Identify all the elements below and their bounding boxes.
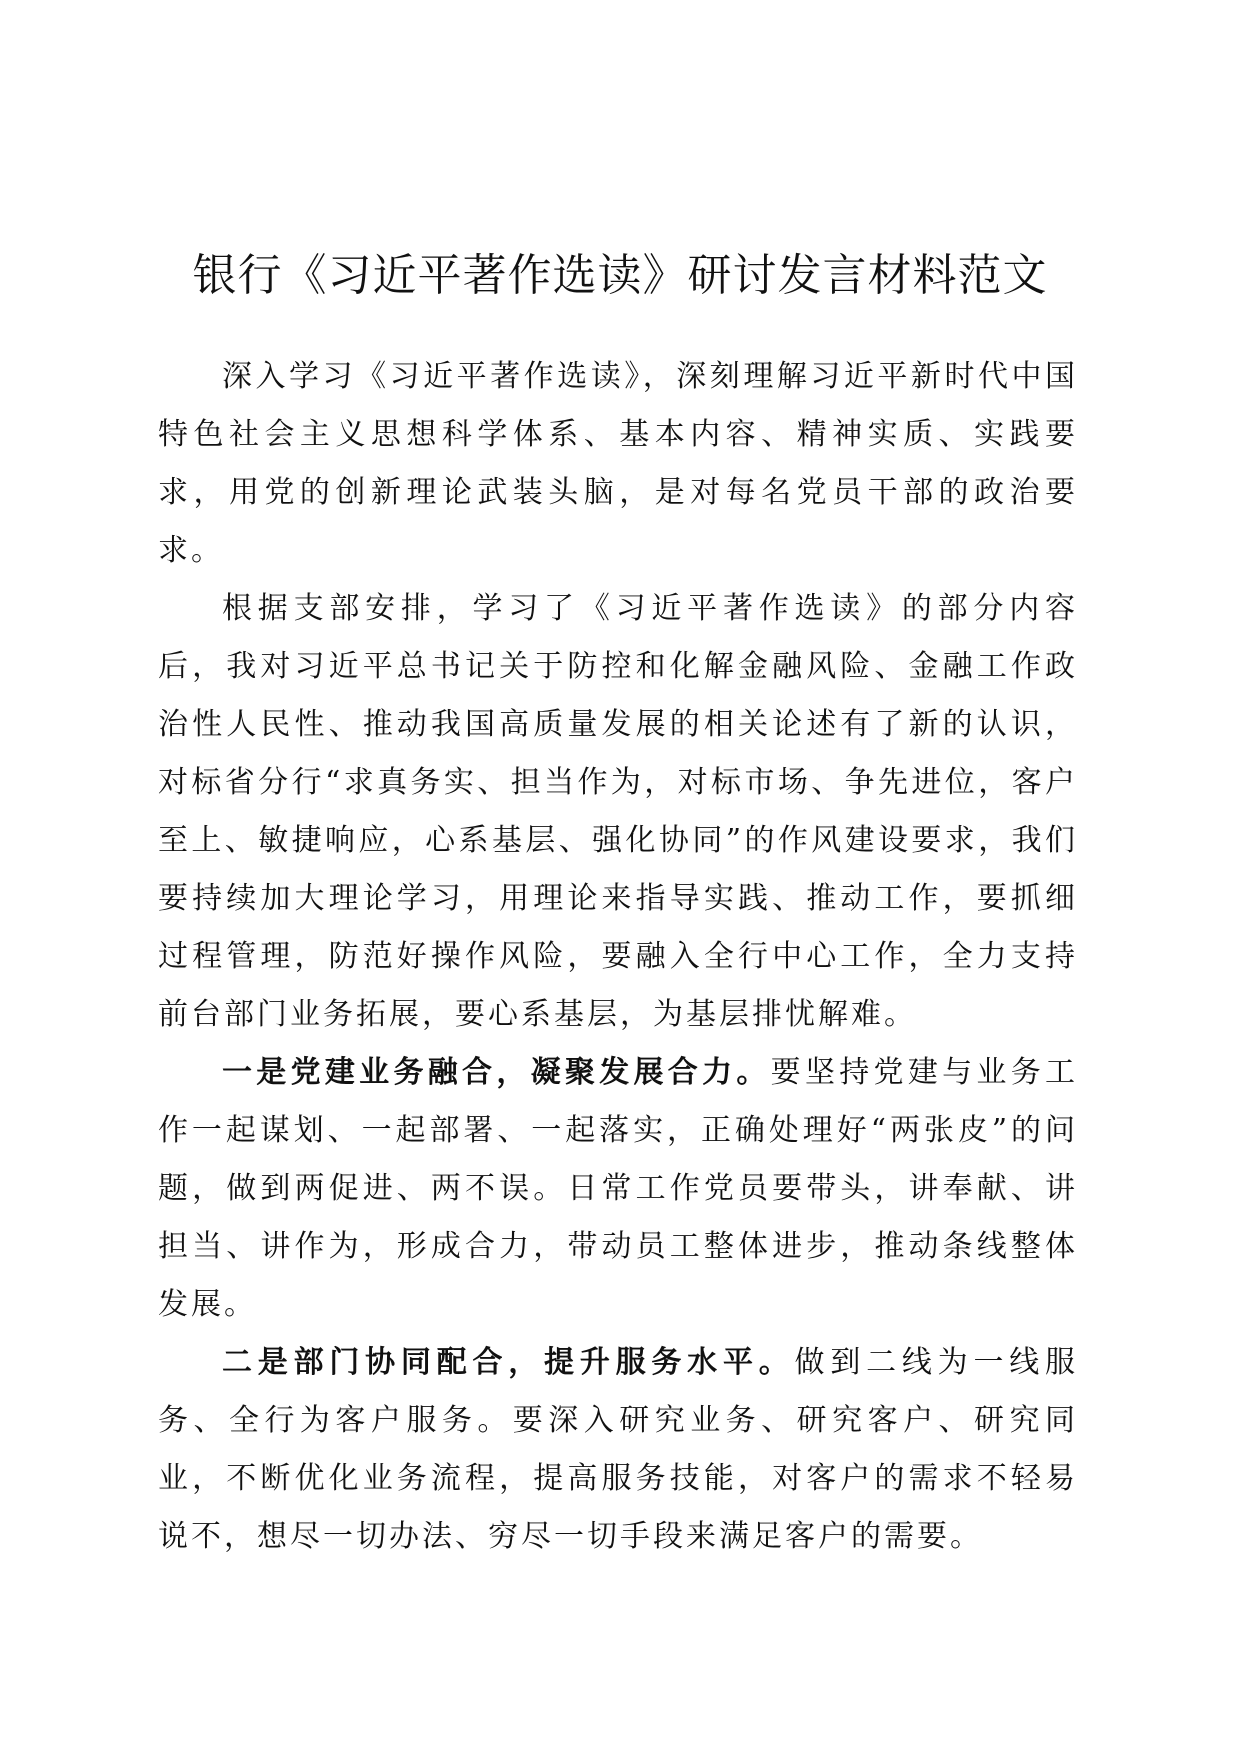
- paragraph-lead-heading: 二是部门协同配合，提升服务水平。: [222, 1345, 795, 1380]
- document-body: [158, 348, 1078, 1566]
- paragraph-text: 做到二线为一线服务、全行为客户服务。要深入研究业务、研究客户、研究同业，不断优化业务流程，提高服务技能，对客户的需求不轻易说不，想尽一切办法、穷尽一切手段来满足客户的需要。: [158, 1345, 1079, 1554]
- paragraph-text: 要坚持党建与业务工作一起谋划、一起部署、一起落实，正确处理好“两张皮”的问题，做到两促进、两不误。日常工作党员要带头，讲奉献、讲担当、讲作为，形成合力，带动员工整体进步，推动条线整体发展。: [158, 1055, 1079, 1322]
- paragraph-text: 根据支部安排，学习了《习近平著作选读》的部分内容后，我对习近平总书记关于防控和化解金融风险、金融工作政治性人民性、推动我国高质量发展的相关论述有了新的认识，对标省分行“求真务实、担当作为，对标市场、争先进位，客户至上、敏捷响应，心系基层、强化协同”的作风建设要求，我们要持续加大理论学习，用理论来指导实践、推动工作，要抓细过程管理，防范好操作风险，要融入全行中心工作，全力支持前台部门业务拓展，要心系基层，为基层排忧解难。: [158, 591, 1078, 1032]
- paragraph-point-two: [158, 1334, 1078, 1566]
- document-title: 银行《习近平著作选读》研讨发言材料范文: [192, 250, 1048, 301]
- paragraph-point-one: [158, 1044, 1078, 1334]
- paragraph-study-summary: [158, 580, 1078, 1044]
- paragraph-lead-heading: 一是党建业务融合，凝聚发展合力。: [222, 1055, 771, 1090]
- paragraph-intro: [158, 348, 1078, 580]
- paragraph-text: 深入学习《习近平著作选读》，深刻理解习近平新时代中国特色社会主义思想科学体系、基本内容、精神实质、实践要求，用党的创新理论武装头脑，是对每名党员干部的政治要求。: [158, 359, 1078, 568]
